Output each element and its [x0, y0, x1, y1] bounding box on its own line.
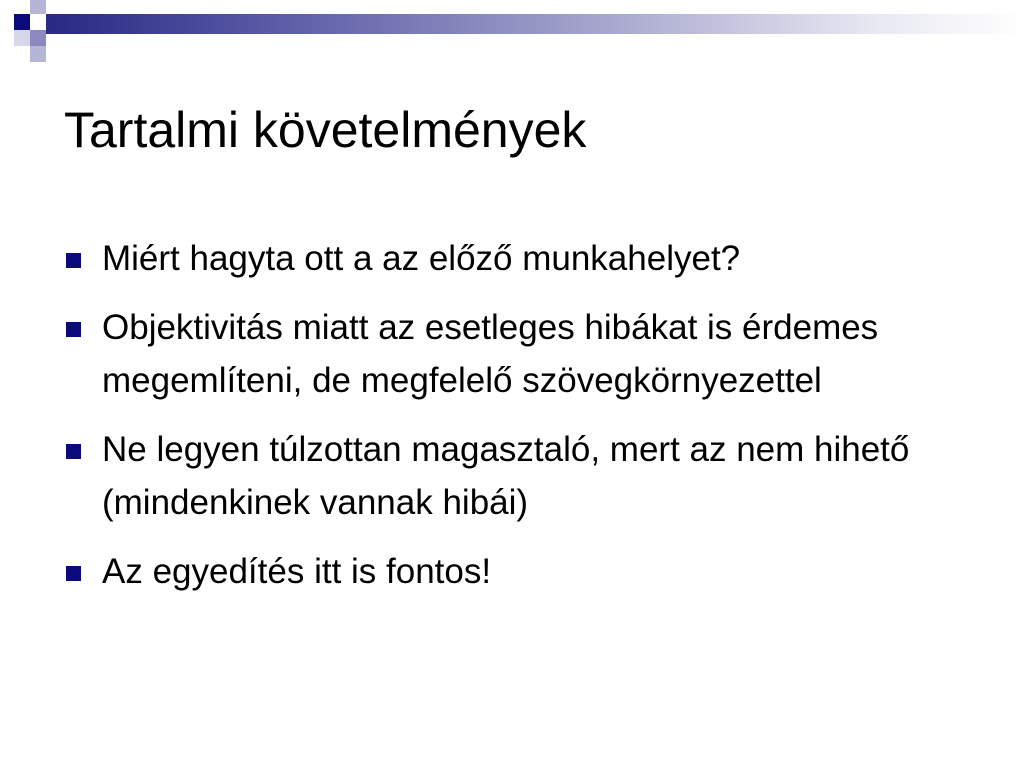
bullet-text: Ne legyen túlzottan magasztaló, mert az nem hihető (mindenkinek vannak hibái) [102, 430, 910, 522]
bullet-item [64, 545, 964, 598]
bullet-text: Objektivitás miatt az esetleges hibákat is érdemes megemlíteni, de megfelelő szövegkörnyezettel [102, 308, 879, 400]
bullet-text: Miért hagyta ott a az előző munkahelyet? [102, 239, 741, 278]
header-decoration [0, 0, 1024, 62]
bullet-list [64, 232, 964, 614]
square-bullet-icon [66, 253, 81, 268]
decor-square-3 [46, 14, 60, 34]
square-bullet-icon [66, 566, 81, 581]
decor-square-4 [30, 30, 46, 46]
square-bullet-icon [66, 322, 81, 337]
bullet-item [64, 232, 964, 285]
square-bullet-icon [66, 444, 81, 459]
bullet-item [64, 301, 964, 407]
decor-square-2 [30, 0, 46, 14]
decor-square-1 [14, 14, 30, 30]
bullet-item [64, 423, 964, 529]
bullet-text: Az egyedítés itt is fontos! [102, 552, 492, 591]
header-gradient-bar [60, 14, 1024, 34]
decor-square-6 [30, 46, 46, 62]
slide-title: Tartalmi követelmények [64, 102, 587, 158]
decor-square-5 [14, 30, 30, 46]
